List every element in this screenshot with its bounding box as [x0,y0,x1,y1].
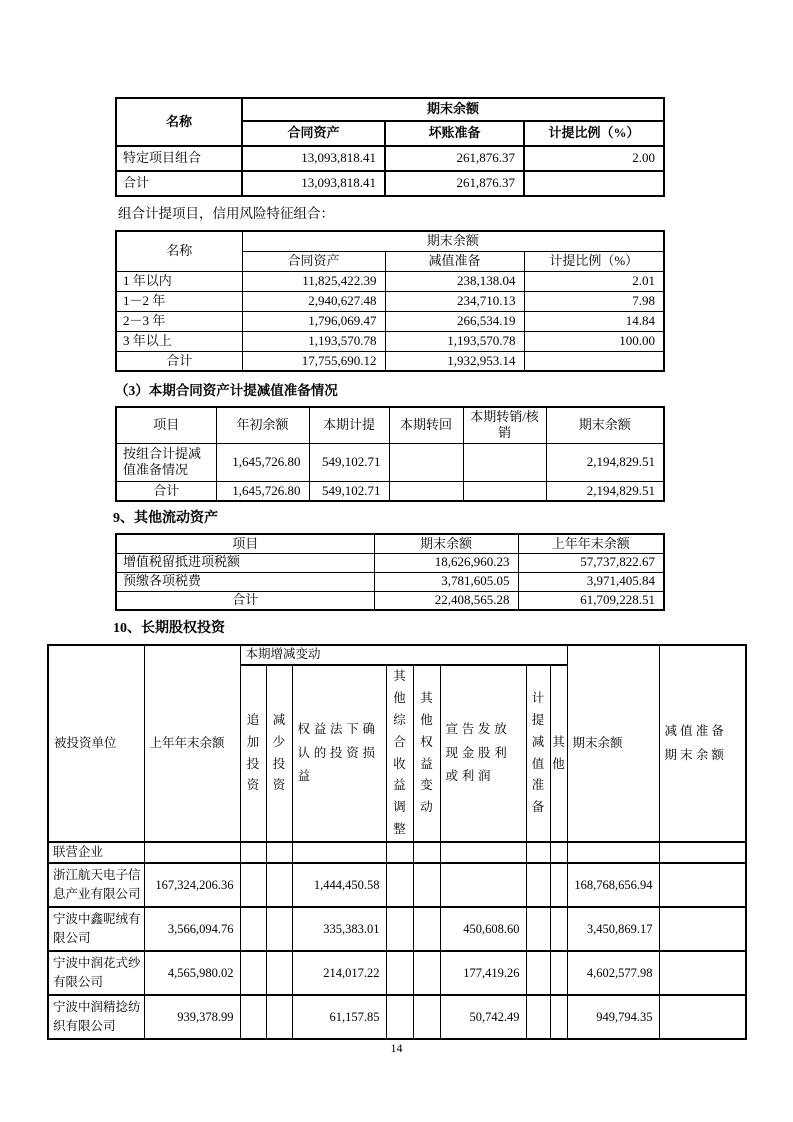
cell-value: 214,017.22 [292,951,386,995]
row-label: 按组合计提减值准备情况 [116,443,216,481]
table-header-row [48,645,746,665]
cell-value: 4,565,980.02 [144,951,240,995]
cell-value: 939,378.99 [144,995,240,1039]
cell-value [266,842,292,863]
cell-value: 266,534.19 [385,311,524,331]
col-header-impairment-provision: 计提减值准备 [526,665,550,842]
cell-value [389,481,463,501]
cell-value [550,863,567,907]
cell-value: 50,742.49 [440,995,526,1039]
cell-value [240,842,266,863]
cell-value [266,951,292,995]
row-label: 2－3 年 [116,311,242,331]
cell-value [240,951,266,995]
col-header: 坏账准备 [385,121,524,146]
investee-name: 宁波中润花式纱有限公司 [48,951,144,995]
col-header-investee: 被投资单位 [48,645,144,842]
table-row [116,146,664,171]
cell-value [463,443,546,481]
cell-value [413,907,440,951]
cell-value [386,907,413,951]
cell-value [266,995,292,1039]
cell-value [526,863,550,907]
col-header: 合同资产 [242,121,385,146]
col-header-equity-method-pl: 权益法下确认的投资损益 [292,665,386,842]
cell-value: 100.00 [524,331,664,351]
cell-value: 13,093,818.41 [242,171,385,196]
section-heading-provision: （3）本期合同资产计提减值准备情况 [115,383,338,398]
cell-value: 238,138.04 [385,271,524,291]
col-header: 年初余额 [216,407,309,443]
cell-value: 61,709,228.51 [518,591,664,610]
section-row-label: 联营企业 [48,842,144,863]
cell-value: 234,710.13 [385,291,524,311]
cell-value: 4,602,577.98 [567,951,659,995]
cell-value [463,481,546,501]
col-header-other-equity-change: 其他权益变动 [413,665,440,842]
col-header-group: 期末余额 [242,98,664,121]
cell-value [659,863,746,907]
cell-value [526,995,550,1039]
col-header: 项目 [116,534,374,553]
col-header: 期末余额 [546,407,664,443]
cell-value: 1,645,726.80 [216,481,309,501]
col-header-other: 其他 [550,665,567,842]
table-row-total [116,351,664,371]
col-header: 上年年末余额 [518,534,664,553]
cell-value: 1,444,450.58 [292,863,386,907]
row-label: 合计 [116,171,242,196]
table-row [48,995,746,1039]
cell-value [386,842,413,863]
cell-value: 11,825,422.39 [242,271,385,291]
row-label: 合计 [116,351,242,371]
col-header-group-change: 本期增减变动 [240,645,567,665]
cell-value [413,842,440,863]
cell-value [240,995,266,1039]
provision-change-table [115,406,665,502]
cell-value: 450,608.60 [440,907,526,951]
table-row [116,171,664,196]
table-row-total [116,591,664,610]
cell-value: 7.98 [524,291,664,311]
cell-value: 3,971,405.84 [518,572,664,591]
cell-value: 1,193,570.78 [242,331,385,351]
table-row [116,331,664,351]
cell-value [266,863,292,907]
row-label: 3 年以上 [116,331,242,351]
cell-value: 949,794.35 [567,995,659,1039]
cell-value: 2.01 [524,271,664,291]
col-header-declared-dividend: 宣告发放现金股利或利润 [440,665,526,842]
cell-value: 2,194,829.51 [546,443,664,481]
section-heading-other-current-assets: 9、其他流动资产 [113,511,218,526]
cell-value: 2,194,829.51 [546,481,664,501]
cell-value [524,171,664,196]
col-header: 减值准备 [385,251,524,271]
table-row [116,311,664,331]
table-header-row [116,231,664,251]
cell-value: 13,093,818.41 [242,146,385,171]
table-header-row [116,534,664,553]
table-section-row [48,842,746,863]
cell-value [550,995,567,1039]
row-label: 1－2 年 [116,291,242,311]
cell-value [389,443,463,481]
cell-value [413,951,440,995]
cell-value: 3,566,094.76 [144,907,240,951]
col-header-name: 名称 [116,231,242,271]
cell-value [659,995,746,1039]
cell-value: 167,324,206.36 [144,863,240,907]
table-row [116,291,664,311]
cell-value: 549,102.71 [309,481,389,501]
cell-value: 3,781,605.05 [374,572,518,591]
cell-value: 57,737,822.67 [518,553,664,572]
cell-value [413,863,440,907]
cell-value [386,863,413,907]
row-label: 1 年以内 [116,271,242,291]
cell-value [292,842,386,863]
row-label: 合计 [116,481,216,501]
other-current-assets-table [115,533,665,611]
col-header-impairment-end: 减值准备期末余额 [659,645,746,842]
cell-value [550,907,567,951]
cell-value: 1,932,953.14 [385,351,524,371]
cell-value [240,907,266,951]
credit-risk-aging-table [115,230,665,372]
row-label: 预缴各项税费 [116,572,374,591]
page-number: 14 [390,1041,403,1055]
table-row [48,907,746,951]
col-header-end-balance: 期末余额 [567,645,659,842]
cell-value: 17,755,690.12 [242,351,385,371]
cell-value [386,951,413,995]
investee-name: 宁波中鑫呢绒有限公司 [48,907,144,951]
cell-value: 2.00 [524,146,664,171]
row-label: 增值税留抵进项税额 [116,553,374,572]
table-row [116,271,664,291]
table-row [116,553,664,572]
table-row [48,951,746,995]
col-header: 本期转回 [389,407,463,443]
col-header-oci-adjustment: 其他综合收益调整 [386,665,413,842]
cell-value [526,951,550,995]
note-credit-risk-portfolio: 组合计提项目，信用风险特征组合： [118,206,334,221]
col-header: 本期转销/核销 [463,407,546,443]
cell-value: 177,419.26 [440,951,526,995]
cell-value: 1,796,069.47 [242,311,385,331]
cell-value [240,863,266,907]
cell-value [567,842,659,863]
col-header-reduced-investment: 减少投资 [266,665,292,842]
cell-value: 18,626,960.23 [374,553,518,572]
cell-value [524,351,664,371]
cell-value: 22,408,565.28 [374,591,518,610]
col-header: 本期计提 [309,407,389,443]
cell-value: 1,645,726.80 [216,443,309,481]
col-header-name: 名称 [116,98,242,146]
cell-value: 261,876.37 [385,146,524,171]
col-header-group: 期末余额 [242,231,664,251]
cell-value [550,951,567,995]
cell-value [440,842,526,863]
cell-value: 14.84 [524,311,664,331]
cell-value [413,995,440,1039]
cell-value [266,907,292,951]
cell-value [526,907,550,951]
col-header-additional-investment: 追加投资 [240,665,266,842]
table-header-row [116,407,664,443]
table-row-total [116,481,664,501]
investee-name: 宁波中润精捻纺织有限公司 [48,995,144,1039]
cell-value [659,842,746,863]
col-header-prev-balance: 上年年末余额 [144,645,240,842]
col-header: 合同资产 [242,251,385,271]
cell-value: 61,157.85 [292,995,386,1039]
col-header: 计提比例（%） [524,251,664,271]
cell-value [144,842,240,863]
cell-value [659,907,746,951]
section-heading-lt-equity: 10、长期股权投资 [113,621,225,636]
table-header-row [116,98,664,121]
investee-name: 浙江航天电子信息产业有限公司 [48,863,144,907]
cell-value [526,842,550,863]
cell-value: 335,383.01 [292,907,386,951]
cell-value: 1,193,570.78 [385,331,524,351]
cell-value [550,842,567,863]
cell-value [440,863,526,907]
cell-value: 549,102.71 [309,443,389,481]
table-row [48,863,746,907]
col-header: 计提比例（%） [524,121,664,146]
row-label: 特定项目组合 [116,146,242,171]
row-label: 合计 [116,591,374,610]
lt-equity-investment-table [47,644,747,1040]
specific-portfolio-table [115,97,665,197]
cell-value: 2,940,627.48 [242,291,385,311]
cell-value [659,951,746,995]
col-header: 项目 [116,407,216,443]
cell-value: 168,768,656.94 [567,863,659,907]
cell-value: 261,876.37 [385,171,524,196]
table-row [116,443,664,481]
col-header: 期末余额 [374,534,518,553]
cell-value [386,995,413,1039]
cell-value: 3,450,869.17 [567,907,659,951]
table-row [116,572,664,591]
